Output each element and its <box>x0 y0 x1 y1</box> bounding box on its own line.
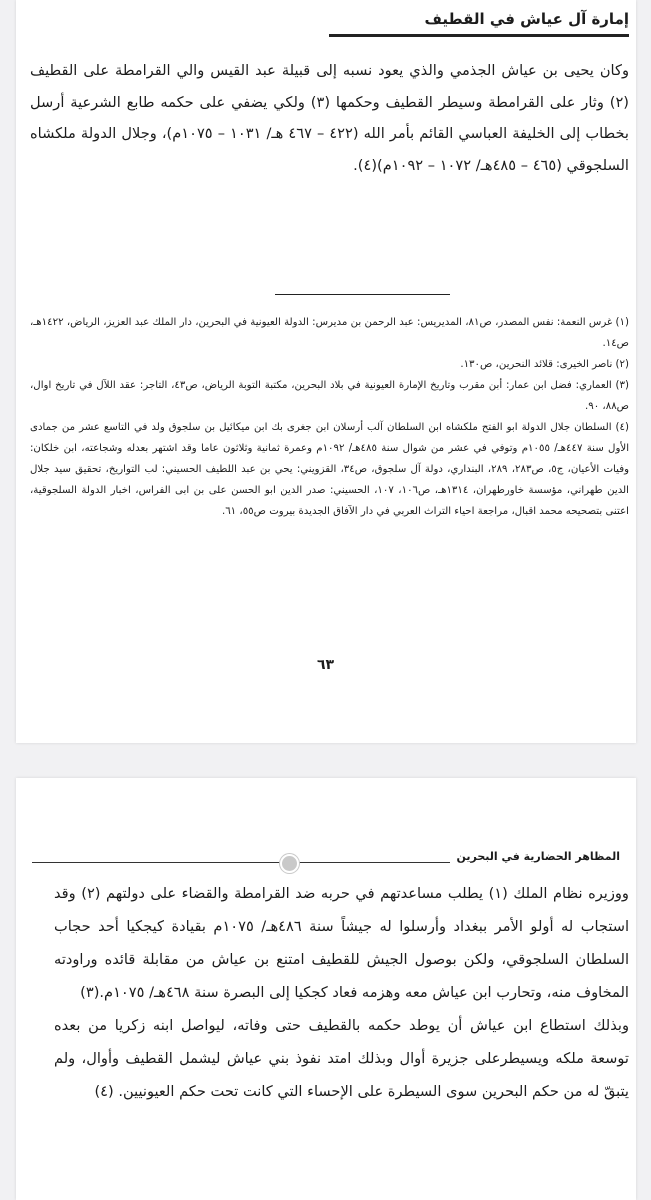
body-text <box>30 55 629 181</box>
page-number: ٦٣ <box>316 657 335 673</box>
footnotes <box>30 312 629 522</box>
running-header-title: المظاهر الحضارية في البحرين <box>450 848 620 866</box>
paragraph: وكان يحيى بن عياش الجذمي والذي يعود نسبه إلى قبيلة عبد القيس والي القرامطة على القطيف (٢) وثار على القرامطة وسيطر القطيف وحكمها (٣) ولكي يضفي على حكمه طابع الشرعية أرسل بخطاب إلى الخليفة العباسي القائم بأمر الله (٤٢٢ – ٤٦٧ هـ/ ١٠٣١ – ١٠٧٥م)، وجلال الدولة ملكشاه السلجوقي (٤٦٥ – ٤٨٥هـ/ ١٠٧٢ – ١٠٩٢م)(٤). <box>30 62 629 174</box>
header-rule <box>329 34 629 37</box>
paragraph: ووزيره نظام الملك (١) يطلب مساعدتهم في حربه ضد القرامطة والقضاء على دولتهم (٢) وقد استجاب له أولو الأمر ببغداد وأرسلوا له جيشاً سنة ٤٨٦هـ/ ١٠٧٥م بقيادة كيجكيا أحد حجاب السلطان السلجوقي، ولكن بوصول الجيش للقطيف امتنع بن عياش من مقابلة قائده وراودته المخاوف منه، وتحارب ابن عياش معه وهزمه فعاد كجكيا إلى البصرة سنة ٤٦٨هـ/ ١٠٧٥م.(٣) <box>54 885 630 1001</box>
header-ornament-icon <box>280 854 299 873</box>
footnote-4: (٤) السلطان جلال الدولة ابو الفتح ملكشاه ابن السلطان آلب أرسلان ابن جغرى بك ابن ميكائيل بن سلجوق ولد في التاسع عشر من جمادى الأول سنة ٤٤٧هـ/ ١٠٥٥م وتوفي في عشر من شوال سنة ٤٨٥هـ/ ١٠٩٢م وعمرة ثمانية وثلاثون عاما وقد اشتهر بعدله وشجاعته، ابن خلكان: وفيات الأعيان، ج٥، ص٢٨٣، ٢٨٩، البنداري، دولة آل سلجوق، ص٣٤، القزويني: يحي بن عبد اللطيف الحسيني: لب التواريخ، تحقيق سيد جلال الدين طهراني، مؤسسة خاورطهران، ١٣١٤هـ، ص١٠٦، ١٠٧، الحسيني: صدر الدين ابو الحسن على بن ابى الفراس، اخبار الدولة السلجوقية، اعتنى بتصحيحه محمد اقبال، مراجعة احياء التراث العربي في دار الآفاق الجديدة بيروت ص٥٥، ٦١. <box>30 422 630 517</box>
page-header <box>329 8 629 37</box>
paragraph: وبذلك استطاع ابن عياش أن يوطد حكمه بالقطيف حتى وفاته، ليواصل ابنه زكريا من بعده توسعة ملكه ويسيطرعلى جزيرة أوال وبذلك امتد نفوذ بني عياش ليشمل القطيف وأوال، ولم يتبقّ له من حكم البحرين سوى السيطرة على الإحساء التي كانت تحت حكم العيونيين. (٤) <box>54 1017 629 1100</box>
footnote-3: (٣) العماري: فضل ابن عمار: أبن مقرب وتاريخ الإمارة العيونية في بلاد البحرين، مكتبة التوبة الرياض، ص٤٣، التاجر: عقد اللآل في تاريخ اوال، ص٨٨، ٩٠. <box>30 380 629 412</box>
section-title: إمارة آل عياش في القطيف <box>424 10 629 28</box>
footnote-1: (١) غرس النعمة: نفس المصدر، ص٨١، المديريس: عبد الرحمن بن مديرس: الدولة العيونية في البحرين، دار الملك عبد العزيز، الرياض، ١٤٢٢هـ، ص١٤. <box>30 317 630 349</box>
footnote-separator <box>275 294 450 295</box>
running-header <box>32 848 620 872</box>
footnote-2: (٢) ناصر الخيرى: قلائد النحرين، ص١٣٠. <box>460 359 629 370</box>
body-text <box>54 877 629 1108</box>
